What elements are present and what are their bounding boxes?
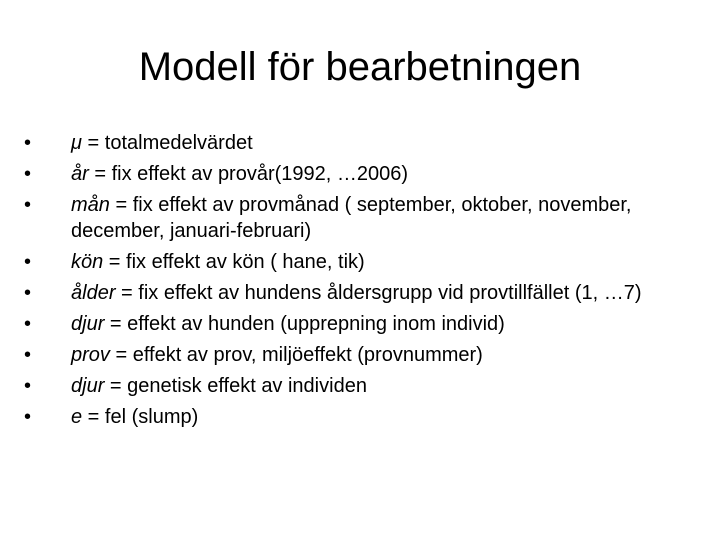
list-item [24, 342, 694, 368]
term-label: djur [71, 313, 105, 335]
definition-text: = genetisk effekt av individen [104, 375, 367, 397]
list-item [24, 280, 694, 306]
list-item [24, 249, 694, 275]
list-item [24, 373, 694, 399]
definition-text: = fix effekt av provår(1992, …2006) [88, 163, 409, 185]
term-label: μ [71, 132, 82, 154]
definition-text: = fix effekt av provmånad ( september, oktober, november, december, januari-februari) [71, 194, 632, 242]
bullet-icon: • [24, 282, 32, 304]
bullet-icon: • [24, 344, 32, 366]
term-label: prov [71, 344, 110, 366]
bullet-icon: • [24, 313, 32, 335]
term-label: år [71, 163, 89, 185]
term-label: kön [71, 251, 104, 273]
term-label: ålder [71, 282, 116, 304]
bullet-icon: • [24, 132, 32, 154]
term-label: djur [71, 375, 105, 397]
slide-title: Modell för bearbetningen [138, 45, 582, 89]
bullet-list [24, 130, 694, 435]
list-item [24, 161, 694, 187]
term-label: e [71, 406, 83, 428]
definition-text: = fix effekt av hundens åldersgrupp vid provtillfället (1, …7) [115, 282, 642, 304]
bullet-icon: • [24, 251, 32, 273]
list-item [24, 130, 694, 156]
definition-text: = effekt av hunden (upprepning inom individ) [104, 313, 505, 335]
definition-text: = totalmedelvärdet [81, 132, 253, 154]
definition-text: = fel (slump) [82, 406, 199, 428]
bullet-icon: • [24, 194, 32, 216]
definition-text: = effekt av prov, miljöeffekt (provnummer) [109, 344, 483, 366]
bullet-icon: • [24, 406, 32, 428]
list-item [24, 311, 694, 337]
definition-text: = fix effekt av kön ( hane, tik) [103, 251, 365, 273]
list-item [24, 192, 694, 244]
list-item [24, 404, 694, 430]
bullet-icon: • [24, 375, 32, 397]
term-label: mån [71, 194, 110, 216]
bullet-icon: • [24, 163, 32, 185]
